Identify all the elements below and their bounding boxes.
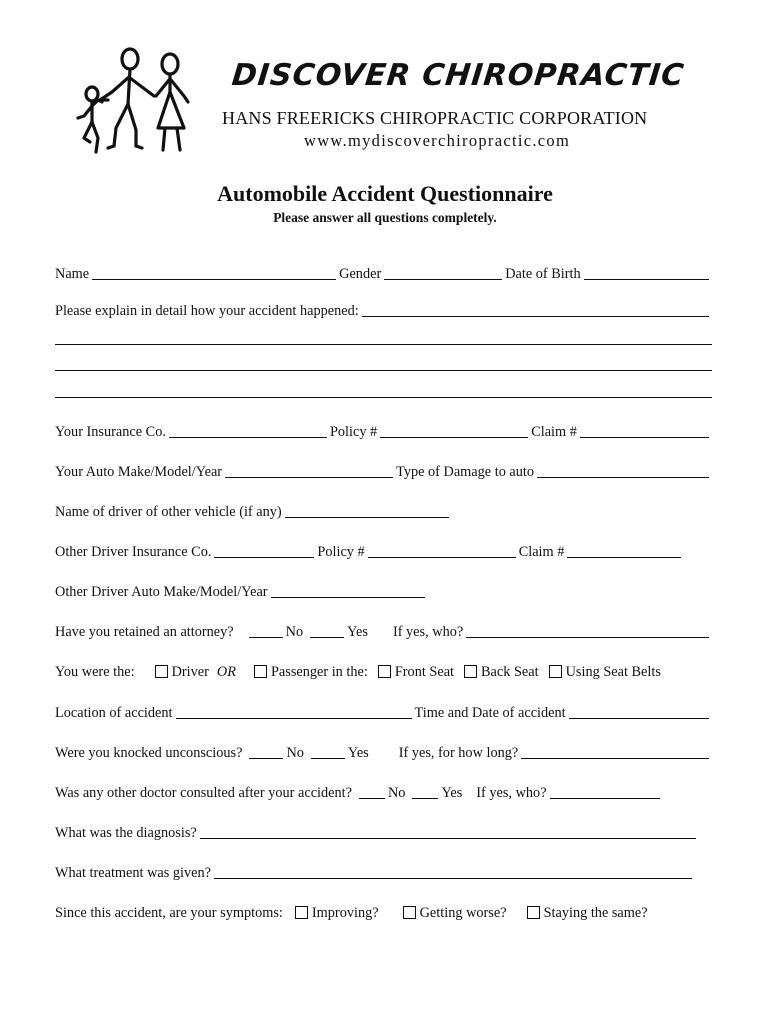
back-seat-checkbox[interactable]	[464, 665, 477, 678]
time-date-label: Time and Date of accident	[414, 705, 566, 721]
explain-line[interactable]	[55, 369, 712, 371]
diagnosis-label: What was the diagnosis?	[55, 825, 197, 841]
you-were-label: You were the:	[55, 664, 135, 680]
unconscious-yes-field[interactable]	[311, 744, 345, 759]
treatment-field[interactable]	[214, 864, 692, 879]
diagnosis-row	[55, 822, 712, 842]
seat-belts-checkbox[interactable]	[549, 665, 562, 678]
dob-label: Date of Birth	[505, 266, 581, 282]
how-long-field[interactable]	[521, 744, 709, 759]
driver-label: Driver	[171, 664, 209, 680]
treatment-label: What treatment was given?	[55, 865, 212, 881]
unconscious-no-field[interactable]	[249, 744, 283, 759]
other-policy-label: Policy #	[317, 544, 365, 560]
auto-field[interactable]	[225, 463, 393, 478]
damage-label: Type of Damage to auto	[396, 464, 535, 480]
form-subtitle: Please answer all questions completely.	[273, 210, 497, 225]
location-field[interactable]	[176, 704, 412, 719]
how-long-label: If yes, for how long?	[398, 745, 519, 761]
other-claim-label: Claim #	[518, 544, 565, 560]
other-doctor-no-field[interactable]	[359, 784, 385, 799]
location-label: Location of accident	[55, 705, 173, 721]
passenger-label: Passenger in the:	[270, 664, 368, 680]
insurance-field[interactable]	[169, 423, 327, 438]
name-field[interactable]	[92, 265, 336, 280]
auto-label: Your Auto Make/Model/Year	[55, 464, 223, 480]
unconscious-yes-label: Yes	[347, 745, 369, 761]
corporation-name: HANS FREERICKS CHIROPRACTIC CORPORATION	[222, 108, 648, 128]
gender-label: Gender	[339, 266, 382, 282]
other-claim-field[interactable]	[567, 543, 681, 558]
other-doctor-label: Was any other doctor consulted after your accident?	[55, 785, 352, 801]
other-doctor-row	[55, 782, 712, 802]
attorney-no-field[interactable]	[249, 623, 283, 638]
claim-label: Claim #	[531, 424, 577, 440]
claim-field[interactable]	[580, 423, 709, 438]
other-doctor-who-label: If yes, who?	[476, 785, 547, 801]
damage-field[interactable]	[537, 463, 709, 478]
other-doctor-yes-label: Yes	[441, 785, 463, 801]
dob-field[interactable]	[584, 265, 709, 280]
other-driver-field[interactable]	[285, 503, 449, 518]
front-seat-label: Front Seat	[394, 664, 455, 680]
improving-label: Improving?	[311, 905, 379, 921]
website-link[interactable]: www.mydiscoverchiropractic.com	[304, 131, 571, 150]
explain-label: Please explain in detail how your accident happened:	[55, 303, 359, 319]
other-auto-label: Other Driver Auto Make/Model/Year	[55, 584, 268, 600]
attorney-yes-label: Yes	[347, 624, 368, 640]
or-label: OR	[216, 664, 236, 680]
brand-name: DISCOVER CHIROPRACTIC	[230, 58, 687, 93]
unconscious-no-label: No	[286, 745, 304, 761]
name-label: Name	[55, 266, 90, 282]
other-auto-field[interactable]	[271, 583, 425, 598]
other-driver-row	[55, 501, 712, 521]
attorney-who-field[interactable]	[466, 623, 709, 638]
driver-checkbox[interactable]	[155, 665, 168, 678]
symptoms-label: Since this accident, are your symptoms:	[55, 905, 283, 921]
symptoms-row	[55, 902, 712, 922]
explain-field[interactable]	[362, 302, 709, 317]
other-insurance-label: Other Driver Insurance Co.	[55, 544, 212, 560]
attorney-row	[55, 621, 712, 641]
other-doctor-who-field[interactable]	[550, 784, 660, 799]
same-label: Staying the same?	[543, 905, 648, 921]
other-doctor-no-label: No	[387, 785, 406, 801]
back-seat-label: Back Seat	[481, 664, 539, 680]
insurance-row	[55, 421, 712, 441]
improving-checkbox[interactable]	[295, 906, 308, 919]
diagnosis-field[interactable]	[200, 824, 696, 839]
other-doctor-yes-field[interactable]	[412, 784, 438, 799]
other-auto-row	[55, 581, 712, 601]
passenger-checkbox[interactable]	[254, 665, 267, 678]
location-row	[55, 702, 712, 722]
policy-label: Policy #	[329, 424, 378, 440]
you-were-row	[55, 661, 712, 681]
name-row	[55, 263, 712, 283]
explain-row	[55, 300, 712, 320]
family-stick-figures-icon	[70, 42, 200, 162]
explain-line[interactable]	[55, 396, 712, 398]
auto-row	[55, 461, 712, 481]
gender-field[interactable]	[384, 265, 502, 280]
other-insurance-field[interactable]	[214, 543, 314, 558]
attorney-no-label: No	[285, 624, 304, 640]
attorney-who-label: If yes, who?	[392, 624, 464, 640]
worse-checkbox[interactable]	[403, 906, 416, 919]
unconscious-row	[55, 742, 712, 762]
seat-belts-label: Using Seat Belts	[565, 664, 661, 680]
treatment-row	[55, 862, 712, 882]
form-title: Automobile Accident Questionnaire	[217, 181, 553, 206]
other-driver-label: Name of driver of other vehicle (if any)	[55, 504, 282, 520]
attorney-label: Have you retained an attorney?	[55, 624, 234, 640]
insurance-label: Your Insurance Co.	[55, 424, 166, 440]
other-insurance-row	[55, 541, 712, 561]
front-seat-checkbox[interactable]	[378, 665, 391, 678]
explain-line[interactable]	[55, 343, 712, 345]
same-checkbox[interactable]	[527, 906, 540, 919]
other-policy-field[interactable]	[368, 543, 516, 558]
time-date-field[interactable]	[569, 704, 709, 719]
worse-label: Getting worse?	[419, 905, 507, 921]
policy-field[interactable]	[380, 423, 528, 438]
attorney-yes-field[interactable]	[310, 623, 344, 638]
unconscious-label: Were you knocked unconscious?	[55, 745, 243, 761]
